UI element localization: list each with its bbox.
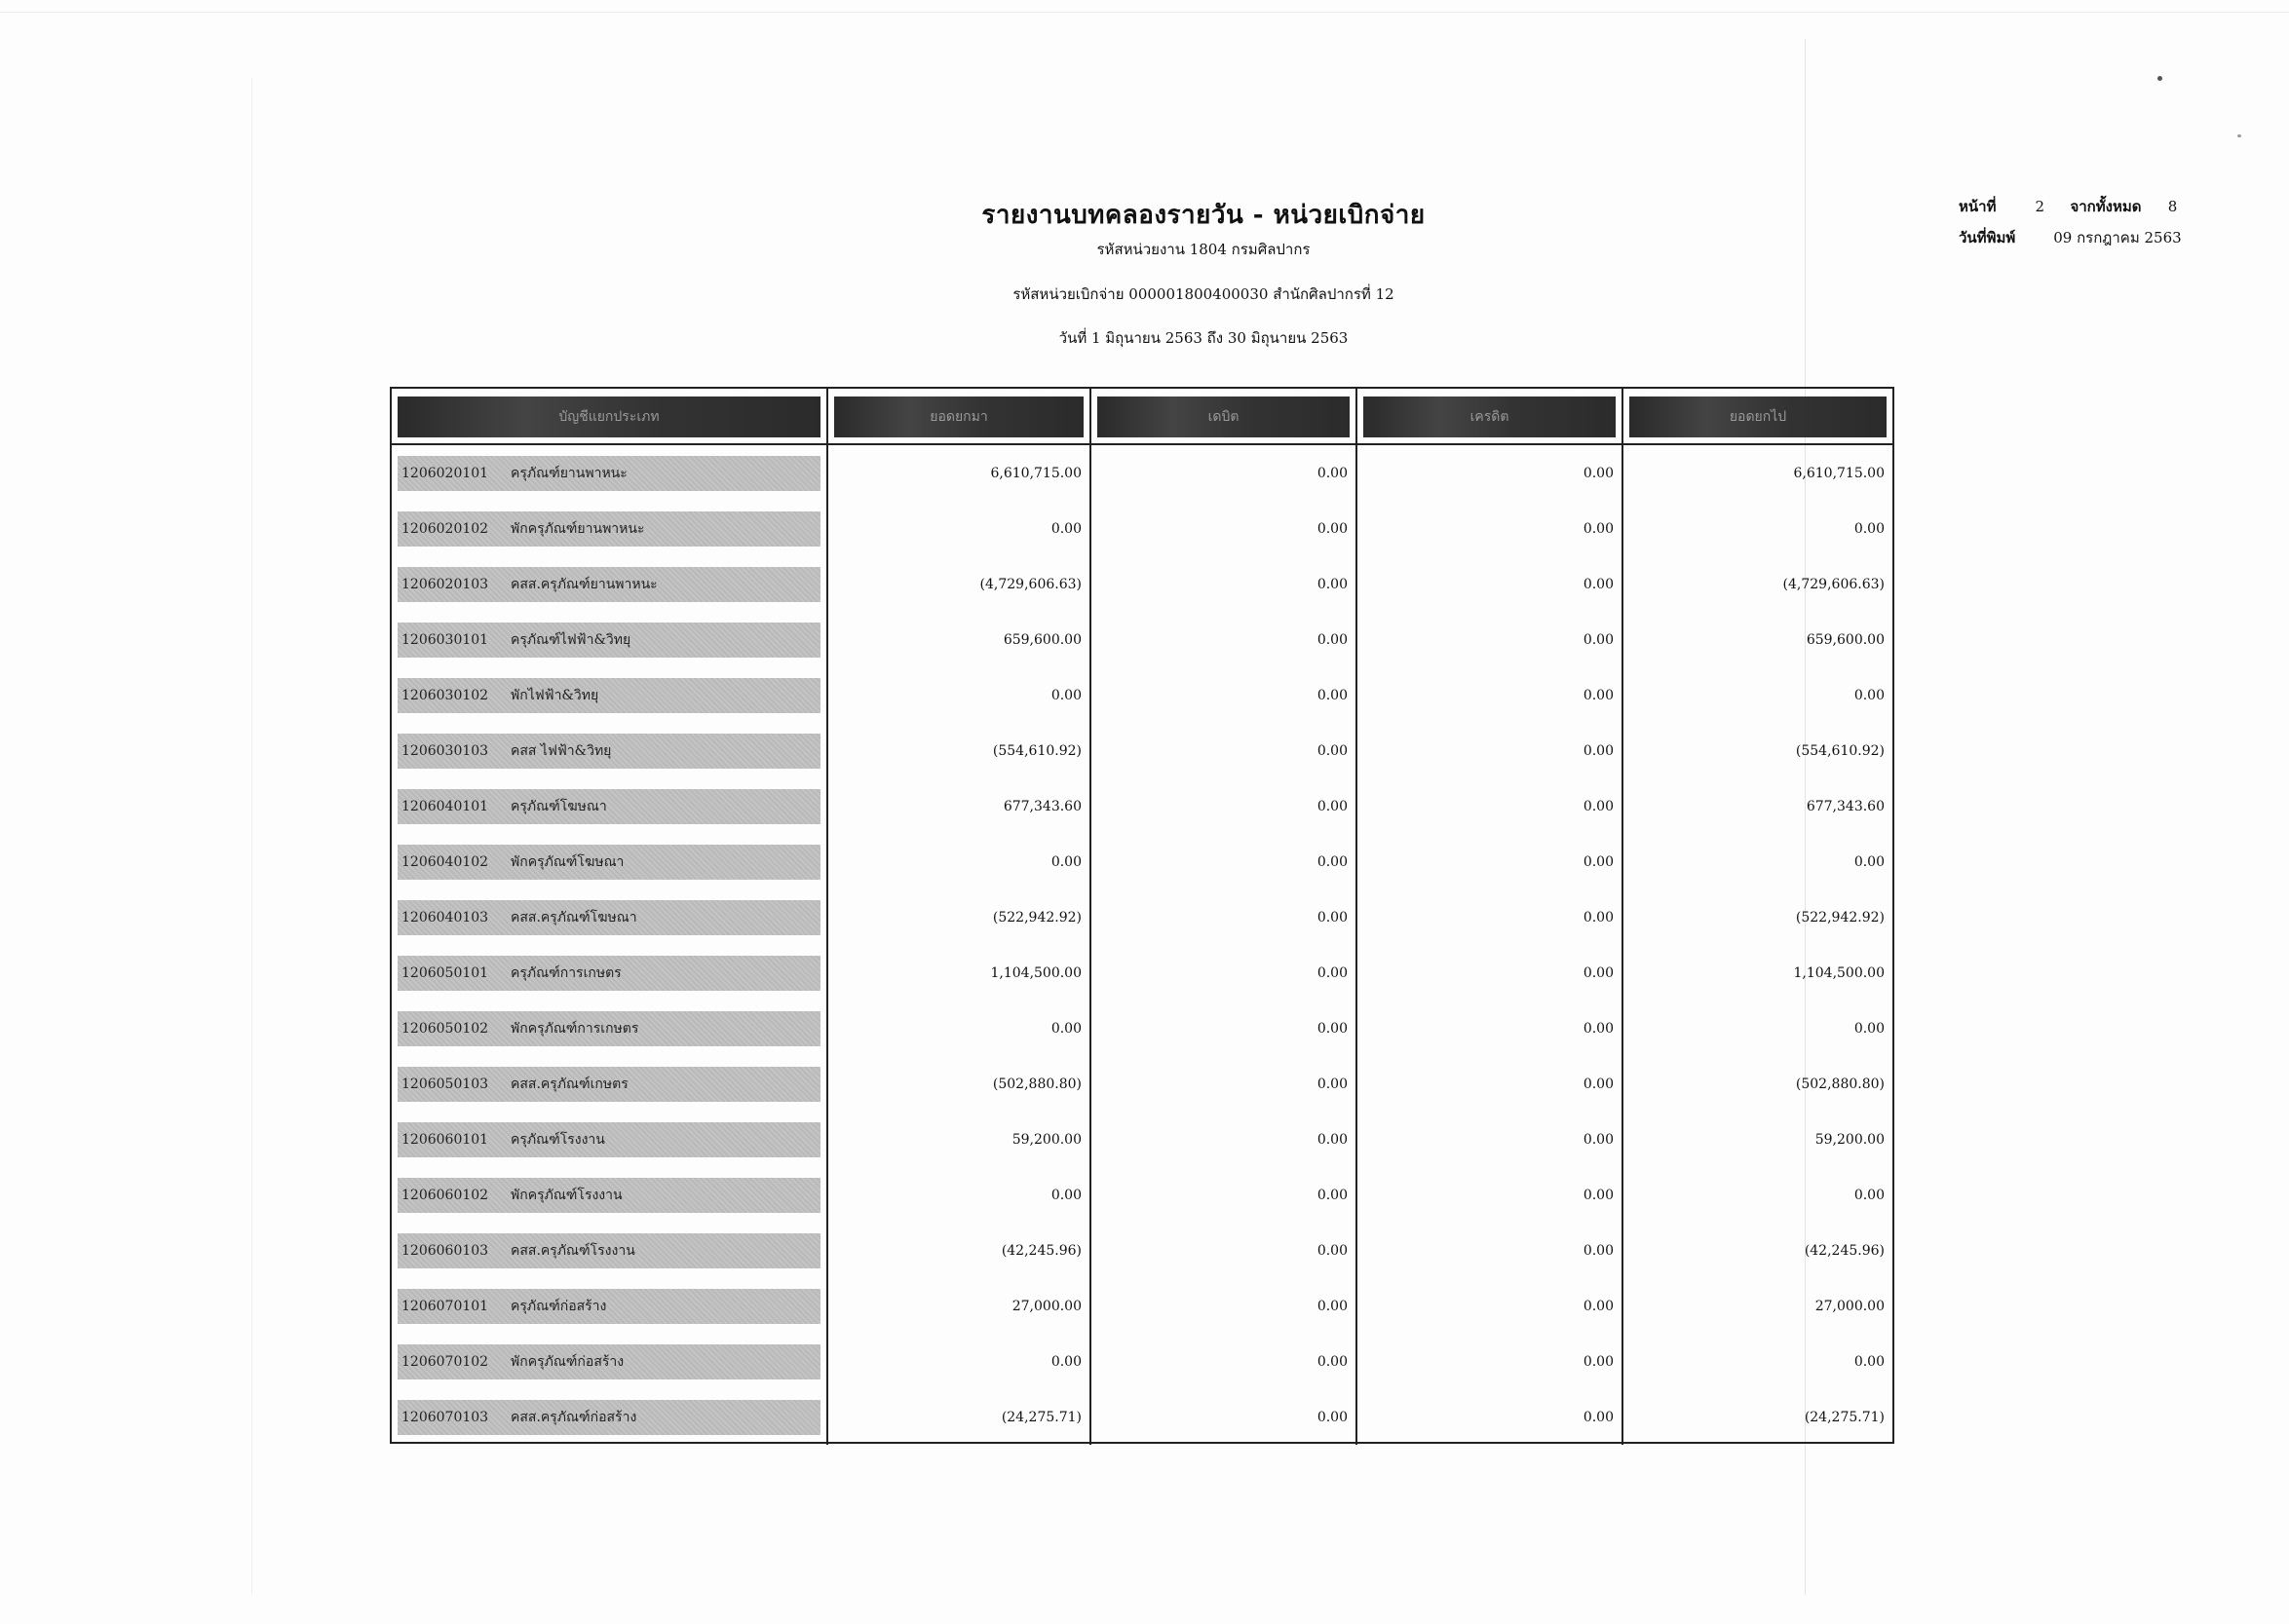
account-code: 1206050102 [401, 1020, 489, 1037]
account-cell [392, 1001, 827, 1056]
credit-cell: 0.00 [1356, 1389, 1622, 1445]
opening-balance-cell: 6,610,715.00 [827, 444, 1090, 501]
account-code: 1206020103 [401, 576, 489, 592]
account-name: ครุภัณฑ์โฆษณา [511, 798, 607, 814]
account-name: ครุภัณฑ์โรงงาน [511, 1131, 605, 1148]
page-info [1959, 195, 2177, 218]
table-header-row [392, 389, 1892, 444]
account-name: คสส.ครุภัณฑ์โฆษณา [511, 909, 637, 925]
table-row [392, 1334, 1892, 1389]
table-row [392, 1001, 1892, 1056]
debit-cell: 0.00 [1090, 667, 1356, 723]
table-row [392, 1278, 1892, 1334]
credit-cell: 0.00 [1356, 945, 1622, 1001]
credit-cell: 0.00 [1356, 1112, 1622, 1167]
account-cell [392, 612, 827, 667]
account-code: 1206070101 [401, 1298, 489, 1314]
opening-balance-cell: 27,000.00 [827, 1278, 1090, 1334]
account-code: 1206070103 [401, 1409, 489, 1425]
account-cell [392, 1389, 827, 1445]
credit-cell: 0.00 [1356, 1001, 1622, 1056]
account-name: พักไฟฟ้า&วิทยุ [511, 687, 599, 703]
credit-cell: 0.00 [1356, 1056, 1622, 1112]
closing-balance-cell: (4,729,606.63) [1782, 576, 1885, 592]
account-code: 1206040103 [401, 909, 489, 925]
account-cell [392, 834, 827, 889]
account-code: 1206030103 [401, 742, 489, 759]
debit-cell: 0.00 [1090, 1334, 1356, 1389]
table-row [392, 667, 1892, 723]
account-name: คสส.ครุภัณฑ์เกษตร [511, 1076, 629, 1092]
opening-balance-cell: (554,610.92) [827, 723, 1090, 778]
account-cell [392, 889, 827, 945]
column-header-opening: ยอดยกมา [827, 389, 1090, 444]
account-code: 1206020102 [401, 520, 489, 537]
account-label [398, 456, 820, 491]
closing-balance-cell: (24,275.71) [1804, 1409, 1885, 1425]
opening-balance-cell: (4,729,606.63) [827, 556, 1090, 612]
disbursing-unit-line: รหัสหน่วยเบิกจ่าย 000001800400030 สำนักศิลปากรที่ 12 [1012, 285, 1394, 303]
account-cell [392, 1223, 827, 1278]
ledger-table [392, 389, 1892, 1445]
scan-speck [2237, 134, 2241, 137]
page-number: 2 [2035, 198, 2044, 215]
account-label [398, 1400, 820, 1435]
account-label [398, 900, 820, 935]
account-name: คสส ไฟฟ้า&วิทยุ [511, 742, 612, 759]
account-label [398, 1011, 820, 1046]
account-cell [392, 667, 827, 723]
column-header-account: บัญชีแยกประเภท [392, 389, 827, 444]
account-name: พักครุภัณฑ์โรงงาน [511, 1187, 623, 1203]
credit-cell: 0.00 [1356, 612, 1622, 667]
debit-cell: 0.00 [1090, 778, 1356, 834]
column-header-debit: เดบิต [1090, 389, 1356, 444]
account-label [398, 956, 820, 991]
credit-cell: 0.00 [1356, 1278, 1622, 1334]
debit-cell: 0.00 [1090, 1056, 1356, 1112]
credit-cell: 0.00 [1356, 834, 1622, 889]
account-cell [392, 1167, 827, 1223]
account-label [398, 678, 820, 713]
account-name: คสส.ครุภัณฑ์ยานพาหนะ [511, 576, 658, 592]
account-label [398, 623, 820, 658]
opening-balance-cell: 677,343.60 [827, 778, 1090, 834]
debit-cell: 0.00 [1090, 1223, 1356, 1278]
opening-balance-cell: (502,880.80) [827, 1056, 1090, 1112]
account-cell [392, 501, 827, 556]
account-cell [392, 945, 827, 1001]
account-code: 1206060102 [401, 1187, 489, 1203]
closing-balance-cell: 677,343.60 [1806, 798, 1885, 814]
table-body [392, 444, 1892, 1445]
opening-balance-cell: 1,104,500.00 [827, 945, 1090, 1001]
table-row [392, 778, 1892, 834]
account-code: 1206060101 [401, 1131, 489, 1148]
agency-line: รหัสหน่วยงาน 1804 กรมศิลปากร [1096, 241, 1311, 258]
table-row [392, 889, 1892, 945]
account-name: พักครุภัณฑ์การเกษตร [511, 1020, 639, 1037]
total-pages-label: จากทั้งหมด [2070, 198, 2142, 215]
closing-balance-cell: 0.00 [1853, 1353, 1885, 1370]
closing-balance-cell: 59,200.00 [1814, 1131, 1885, 1148]
opening-balance-cell: 0.00 [827, 834, 1090, 889]
closing-balance-cell: 659,600.00 [1806, 631, 1885, 648]
opening-balance-cell: (42,245.96) [827, 1223, 1090, 1278]
opening-balance-cell: 659,600.00 [827, 612, 1090, 667]
account-cell [392, 1334, 827, 1389]
debit-cell: 0.00 [1090, 1112, 1356, 1167]
closing-balance-cell: (554,610.92) [1795, 742, 1885, 759]
closing-balance-cell: 27,000.00 [1814, 1298, 1885, 1314]
account-label [398, 1289, 820, 1324]
closing-balance-cell: 0.00 [1853, 1187, 1885, 1203]
account-label [398, 567, 820, 602]
column-header-credit: เครดิต [1356, 389, 1622, 444]
debit-cell: 0.00 [1090, 444, 1356, 501]
account-code: 1206030101 [401, 631, 489, 648]
account-label [398, 789, 820, 824]
debit-cell: 0.00 [1090, 889, 1356, 945]
account-name: คสส.ครุภัณฑ์ก่อสร้าง [511, 1409, 637, 1425]
debit-cell: 0.00 [1090, 945, 1356, 1001]
credit-cell: 0.00 [1356, 556, 1622, 612]
scan-speck [2157, 76, 2162, 81]
credit-cell: 0.00 [1356, 667, 1622, 723]
account-label [398, 845, 820, 880]
opening-balance-cell: 0.00 [827, 1334, 1090, 1389]
account-code: 1206050103 [401, 1076, 489, 1092]
account-cell [392, 556, 827, 612]
ledger-table-frame [390, 387, 1894, 1444]
account-code: 1206060103 [401, 1242, 489, 1259]
table-row [392, 1112, 1892, 1167]
debit-cell: 0.00 [1090, 556, 1356, 612]
print-date: 09 กรกฎาคม 2563 [2053, 229, 2182, 246]
account-cell [392, 1278, 827, 1334]
table-row [392, 945, 1892, 1001]
table-row [392, 1056, 1892, 1112]
account-label [398, 1067, 820, 1102]
column-header-closing: ยอดยกไป [1622, 389, 1892, 444]
opening-balance-cell: (24,275.71) [827, 1389, 1090, 1445]
account-label [398, 1122, 820, 1157]
account-name: ครุภัณฑ์ยานพาหนะ [511, 465, 628, 481]
debit-cell: 0.00 [1090, 834, 1356, 889]
closing-balance-cell: 0.00 [1853, 853, 1885, 870]
account-code: 1206040102 [401, 853, 489, 870]
print-date-label: วันที่พิมพ์ [1959, 229, 2016, 246]
account-code: 1206040101 [401, 798, 489, 814]
account-label [398, 1344, 820, 1379]
credit-cell: 0.00 [1356, 889, 1622, 945]
debit-cell: 0.00 [1090, 1001, 1356, 1056]
closing-balance-cell: (502,880.80) [1795, 1076, 1885, 1092]
debit-cell: 0.00 [1090, 1167, 1356, 1223]
period-line: วันที่ 1 มิถุนายน 2563 ถึง 30 มิถุนายน 2563 [1058, 329, 1349, 347]
account-label [398, 734, 820, 769]
credit-cell: 0.00 [1356, 723, 1622, 778]
table-row [392, 556, 1892, 612]
table-row [392, 723, 1892, 778]
account-code: 1206020101 [401, 465, 489, 481]
account-label [398, 1233, 820, 1268]
table-row [392, 1167, 1892, 1223]
credit-cell: 0.00 [1356, 1167, 1622, 1223]
table-row [392, 834, 1892, 889]
credit-cell: 0.00 [1356, 444, 1622, 501]
table-row [392, 612, 1892, 667]
table-row [392, 1389, 1892, 1445]
account-label [398, 1178, 820, 1213]
account-name: คสส.ครุภัณฑ์โรงงาน [511, 1242, 635, 1259]
account-cell [392, 444, 827, 501]
credit-cell: 0.00 [1356, 778, 1622, 834]
table-row [392, 501, 1892, 556]
closing-balance-cell: 1,104,500.00 [1793, 964, 1885, 981]
closing-balance-cell: (42,245.96) [1804, 1242, 1885, 1259]
page-label: หน้าที่ [1959, 198, 1997, 215]
account-cell [392, 1056, 827, 1112]
closing-balance-cell: 0.00 [1853, 520, 1885, 537]
account-name: ครุภัณฑ์ไฟฟ้า&วิทยุ [511, 631, 631, 648]
account-name: ครุภัณฑ์ก่อสร้าง [511, 1298, 607, 1314]
opening-balance-cell: 59,200.00 [827, 1112, 1090, 1167]
opening-balance-cell: 0.00 [827, 501, 1090, 556]
account-cell [392, 723, 827, 778]
opening-balance-cell: 0.00 [827, 1167, 1090, 1223]
table-row [392, 1223, 1892, 1278]
print-date-info [1959, 226, 2182, 249]
debit-cell: 0.00 [1090, 1389, 1356, 1445]
credit-cell: 0.00 [1356, 501, 1622, 556]
table-row [392, 444, 1892, 501]
closing-balance-cell: 0.00 [1853, 1020, 1885, 1037]
opening-balance-cell: (522,942.92) [827, 889, 1090, 945]
closing-balance-cell: 0.00 [1853, 687, 1885, 703]
account-cell [392, 1112, 827, 1167]
opening-balance-cell: 0.00 [827, 667, 1090, 723]
opening-balance-cell: 0.00 [827, 1001, 1090, 1056]
closing-balance-cell: 6,610,715.00 [1793, 465, 1885, 481]
account-code: 1206070102 [401, 1353, 489, 1370]
credit-cell: 0.00 [1356, 1223, 1622, 1278]
account-code: 1206050101 [401, 964, 489, 981]
account-cell [392, 778, 827, 834]
account-code: 1206030102 [401, 687, 489, 703]
account-name: พักครุภัณฑ์ยานพาหนะ [511, 520, 645, 537]
debit-cell: 0.00 [1090, 723, 1356, 778]
account-name: พักครุภัณฑ์ก่อสร้าง [511, 1353, 625, 1370]
account-name: ครุภัณฑ์การเกษตร [511, 964, 622, 981]
debit-cell: 0.00 [1090, 501, 1356, 556]
closing-balance-cell: (522,942.92) [1795, 909, 1885, 925]
report-title: รายงานบทคลองรายวัน - หน่วยเบิกจ่าย [981, 201, 1426, 230]
total-pages: 8 [2167, 198, 2178, 215]
scan-fold-line [0, 12, 2289, 13]
debit-cell: 0.00 [1090, 612, 1356, 667]
credit-cell: 0.00 [1356, 1334, 1622, 1389]
account-label [398, 511, 820, 547]
account-name: พักครุภัณฑ์โฆษณา [511, 853, 625, 870]
debit-cell: 0.00 [1090, 1278, 1356, 1334]
